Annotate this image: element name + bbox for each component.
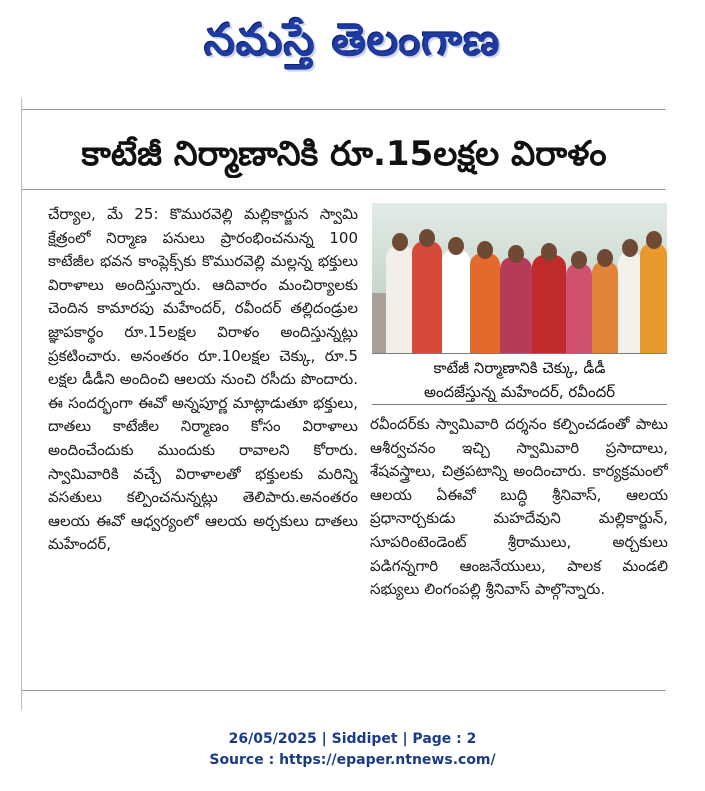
photo-person [470,253,500,353]
photo-caption [372,353,667,405]
photo-head [477,241,493,259]
photo-person [566,263,592,353]
photo-person [442,249,470,353]
photo-head [508,245,524,263]
photo-person [532,255,566,353]
article-body-left-column: చేర్యాల, మే 25: కొమురవెల్లి మల్లికార్జున స్వామి క్షేత్రంలో నిర్మాణ పనులు ప్రారంభించనున్న 100 కాటేజీల భవన కాంప్లెక్స్‌కు కొమురవెల్లి మల్లన్న భక్తులు విరాళాలు అందిస్తున్నారు. ఆదివారం మంచిర్యాలకు చెందిన కామారపు మహేందర్, రవీందర్ తల్లిదండ్రుల జ్ఞాపకార్థం రూ.15లక్షల విరాళం అందిస్తున్నట్లు ప్రకటించారు. అనంతరం రూ.10లక్షల చెక్కు, రూ.5 లక్షల డీడీని అందించి ఆలయ నుంచి రసీదు పొందారు. ఈ సందర్భంగా ఈవో అన్నపూర్ణ మాట్లాడుతూ భక్తులు, దాతలు కాటేజీల నిర్మాణం కోసం విరాళాలు అందించేందుకు ముందుకు రావాలని కోరారు. స్వామివారికి వచ్చే విరాళాలతో భక్తులకు మరిన్ని వసతులు కల్పించనున్నట్లు తెలిపారు.అనంతరం ఆలయ ఈవో ఆధ్వర్యంలో ఆలయ అర్చకులు దాతలు మహేందర్, [48,205,358,554]
photo-person [640,243,667,353]
photo-head [392,233,408,251]
photo-head [646,231,662,249]
footer-date-edition-page: 26/05/2025 | Siddipet | Page : 2 [228,731,477,747]
photo-head [597,249,613,267]
photo-head [541,243,557,261]
headline-rule [22,189,666,190]
news-photo [372,203,667,353]
photo-caption-line-1: కాటేజీ నిర్మాణానికి చెక్కు, డీడీ [433,359,606,377]
photo-person [386,245,414,353]
footer-source: Source : https://epaper.ntnews.com/ [209,752,496,768]
photo-head [622,239,638,257]
masthead-logo: నమస్తే తెలంగాణ [204,15,501,66]
top-rule [22,109,666,110]
article-body-right-column: రవీందర్‌కు స్వామివారి దర్శనం కల్పించడంతో పాటు ఆశీర్వచనం ఇచ్చి స్వామివారి ప్రసాదాలు, శేషవస్త్రాలు, చిత్రపటాన్ని అందించారు. కార్యక్రమంలో ఆలయ ఏఈవో బుద్ధి శ్రీనివాస్, ఆలయ ప్రధానార్చకుడు మహదేవుని మల్లికార్జున్, సూపరింటెండెంట్ శ్రీరాములు, అర్చకులు పడిగన్నగారి ఆంజనేయులు, పాలక మండలి సభ్యులు లింగంపల్లి శ్రీనివాస్ పాల్గొన్నారు. [370,415,668,599]
photo-head [419,229,435,247]
bottom-rule [22,690,666,691]
photo-person [412,241,442,353]
photo-person [618,251,642,353]
photo-person [592,261,618,353]
photo-head [448,237,464,255]
photo-person [500,257,532,353]
article-headline: కాటేజీ నిర్మాణానికి రూ.15లక్షల విరాళం [81,134,607,174]
photo-head [571,251,587,269]
photo-caption-line-2: అందజేస్తున్న మహేందర్, రవీందర్ [423,383,616,401]
